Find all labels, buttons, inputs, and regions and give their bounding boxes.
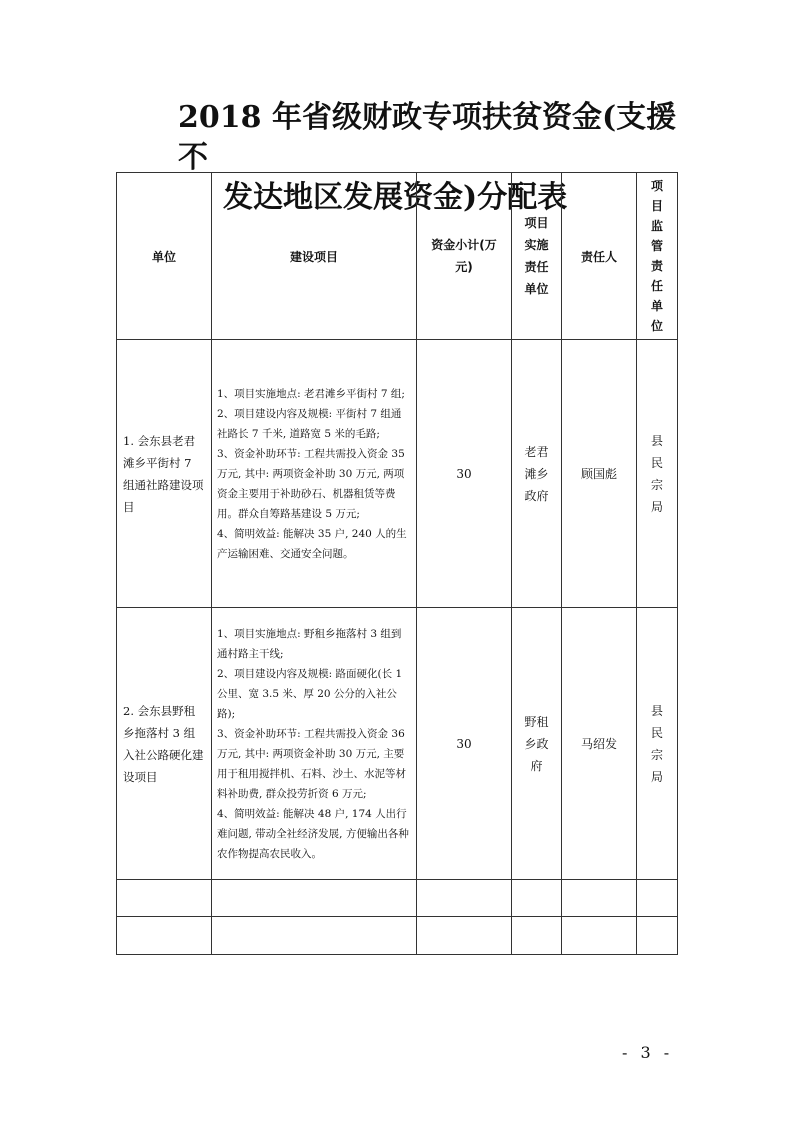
- project-line: 1、项目实施地点: 老君滩乡平街村 7 组;: [217, 387, 405, 400]
- row-amount: 30: [417, 608, 512, 880]
- project-line: 4、简明效益: 能解决 48 户, 174 人出行难问题, 带动全社经济发展, 方便输出各种农作物提高农民收入。: [217, 807, 409, 860]
- empty-cell: [417, 880, 512, 917]
- project-line: 1、项目实施地点: 野租乡拖落村 3 组到通村路主干线;: [217, 627, 402, 660]
- empty-row: [117, 880, 678, 917]
- empty-cell: [512, 880, 562, 917]
- row-responsible: 顾国彪: [562, 340, 637, 608]
- row-impl-unit: 野租乡政府: [512, 608, 562, 880]
- page-number: - 3 -: [622, 1043, 674, 1062]
- empty-row: [117, 917, 678, 955]
- row-project: [212, 340, 417, 608]
- empty-cell: [117, 917, 212, 955]
- row-impl-unit: 老君滩乡政府: [512, 340, 562, 608]
- header-supervisor: 项目监管责任单位: [637, 173, 678, 340]
- empty-cell: [637, 917, 678, 955]
- project-line: 3、资金补助环节: 工程共需投入资金 35 万元, 其中: 两项资金补助 30 万元, 两项资金主要用于补助砂石、机器租赁等费用。群众自筹路基建设 5 万元;: [217, 447, 405, 520]
- header-impl-unit: 项目实施责任单位: [512, 173, 562, 340]
- empty-cell: [512, 917, 562, 955]
- empty-cell: [562, 917, 637, 955]
- header-responsible: 责任人: [562, 173, 637, 340]
- allocation-table: [116, 172, 678, 955]
- header-amount: 资金小计(万元): [417, 173, 512, 340]
- empty-cell: [637, 880, 678, 917]
- row-supervisor: 县民宗局: [637, 608, 678, 880]
- project-line: 2、项目建设内容及规模: 路面硬化(长 1 公里、宽 3.5 米、厚 20 公分的入社公路);: [217, 667, 403, 720]
- empty-cell: [117, 880, 212, 917]
- header-project: 建设项目: [212, 173, 417, 340]
- empty-cell: [212, 917, 417, 955]
- row-responsible: 马绍发: [562, 608, 637, 880]
- table-row: [117, 608, 678, 880]
- project-line: 3、资金补助环节: 工程共需投入资金 36 万元, 其中: 两项资金补助 30 万元, 主要用于租用搅拌机、石料、沙土、水泥等材料补助费, 群众投劳折资 6 万元;: [217, 727, 406, 800]
- table-row: [117, 340, 678, 608]
- empty-cell: [212, 880, 417, 917]
- header-unit: 单位: [117, 173, 212, 340]
- empty-cell: [562, 880, 637, 917]
- title-line-2: 发达地区发展资金)分配表: [223, 180, 568, 215]
- row-project: [212, 608, 417, 880]
- header-row: [117, 173, 678, 340]
- row-unit: 2. 会东县野租乡拖落村 3 组入社公路硬化建设项目: [117, 608, 212, 880]
- project-line: 4、简明效益: 能解决 35 户, 240 人的生产运输困难、交通安全问题。: [217, 527, 407, 560]
- title-line-1: 2018 年省级财政专项扶贫资金(支援不: [178, 100, 677, 175]
- project-line: 2、项目建设内容及规模: 平街村 7 组通社路长 7 千米, 道路宽 5 米的毛路;: [217, 407, 402, 440]
- row-amount: 30: [417, 340, 512, 608]
- empty-cell: [417, 917, 512, 955]
- row-supervisor: 县民宗局: [637, 340, 678, 608]
- row-unit: 1. 会东县老君滩乡平街村 7 组通社路建设项目: [117, 340, 212, 608]
